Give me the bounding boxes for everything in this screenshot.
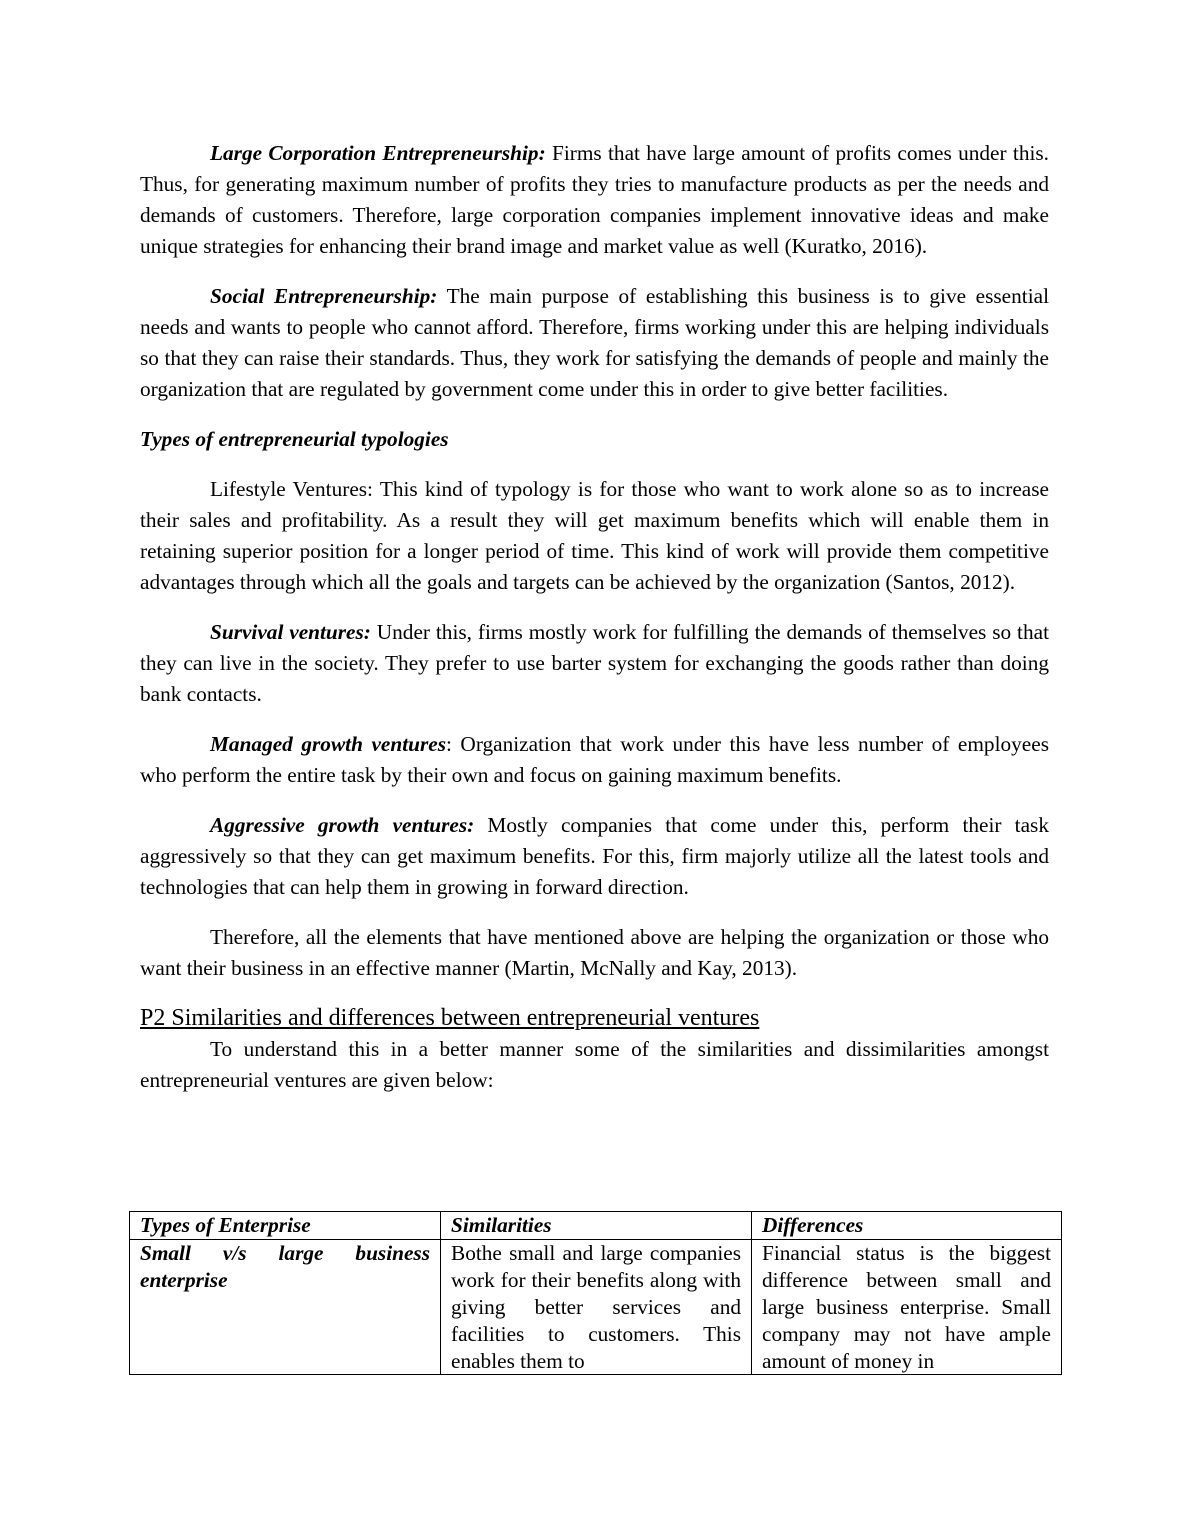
column-header-types: Types of Enterprise [130, 1212, 441, 1240]
term-social: Social Entrepreneurship: [210, 284, 438, 308]
section-intro: To understand this in a better manner some of the similarities and dissimilarities amongst entrepreneurial ventures are given below: [140, 1037, 1049, 1092]
paragraph-text: The main purpose of establishing this business is to give essential needs and wants to people who cannot afford. Therefore, firms working under this are helping individuals so that they can raise their standards. Thus, they work for satisfying the demands of people and mainly the organization that are regulated by government come under this in order to give better facilities. [140, 284, 1049, 401]
paragraph-large-corporation [140, 138, 1049, 262]
term-survival: Survival ventures: [210, 620, 371, 644]
paragraph-aggressive-growth [140, 810, 1049, 903]
section-heading-p2: P2 Similarities and differences between entrepreneurial ventures [140, 1005, 760, 1031]
cell-similarities [441, 1240, 752, 1375]
cell-similarities-text: Bothe small and large companies work for their benefits along with giving better services and facilities to customers. This enables them to [451, 1241, 741, 1373]
term-aggressive-growth: Aggressive growth ventures: [210, 813, 475, 837]
column-header-similarities: Similarities [441, 1212, 752, 1240]
paragraph-text: Therefore, all the elements that have mentioned above are helping the organization or those who want their business in an effective manner (Martin, McNally and Kay, 2013). [140, 925, 1049, 980]
cell-differences [752, 1240, 1062, 1375]
document-body [140, 138, 1049, 1116]
column-header-differences: Differences [752, 1212, 1062, 1240]
term-large-corporation: Large Corporation Entrepreneurship: [210, 141, 546, 165]
cell-type-text: Small v/s large business enterprise [140, 1241, 430, 1292]
cell-type [130, 1240, 441, 1375]
table-header-row [130, 1212, 1062, 1240]
comparison-table [129, 1211, 1062, 1375]
paragraph-therefore [140, 922, 1049, 984]
cell-differences-text: Financial status is the biggest difference between small and large business enterprise. Small company may not have ample amount of money in [762, 1241, 1051, 1373]
paragraph-text: Firms that have large amount of profits comes under this. Thus, for generating maximum number of profits they tries to manufacture products as per the needs and demands of customers. Therefore, large corporation companies implement innovative ideas and make unique strategies for enhancing their brand image and market value as well (Kuratko, 2016). [140, 141, 1049, 258]
paragraph-managed-growth [140, 729, 1049, 791]
paragraph-lifestyle [140, 474, 1049, 598]
subheading-typologies: Types of entrepreneurial typologies [140, 427, 449, 451]
paragraph-social [140, 281, 1049, 405]
table-row [130, 1240, 1062, 1375]
paragraph-survival [140, 617, 1049, 710]
paragraph-text: Lifestyle Ventures: This kind of typology is for those who want to work alone so as to increase their sales and profitability. As a result they will get maximum benefits which will enable them in retaining superior position for a longer period of time. This kind of work will provide them competitive advantages through which all the goals and targets can be achieved by the organization (Santos, 2012). [140, 477, 1049, 594]
term-managed-growth: Managed growth ventures [210, 732, 446, 756]
paragraph-text: Under this, firms mostly work for fulfilling the demands of themselves so that they can live in the society. They prefer to use barter system for exchanging the goods rather than doing bank contacts. [140, 620, 1049, 706]
paragraph-text: : Organization that work under this have less number of employees who perform the entire task by their own and focus on gaining maximum benefits. [140, 732, 1049, 787]
paragraph-text: Mostly companies that come under this, perform their task aggressively so that they can get maximum benefits. For this, firm majorly utilize all the latest tools and technologies that can help them in growing in forward direction. [140, 813, 1049, 899]
